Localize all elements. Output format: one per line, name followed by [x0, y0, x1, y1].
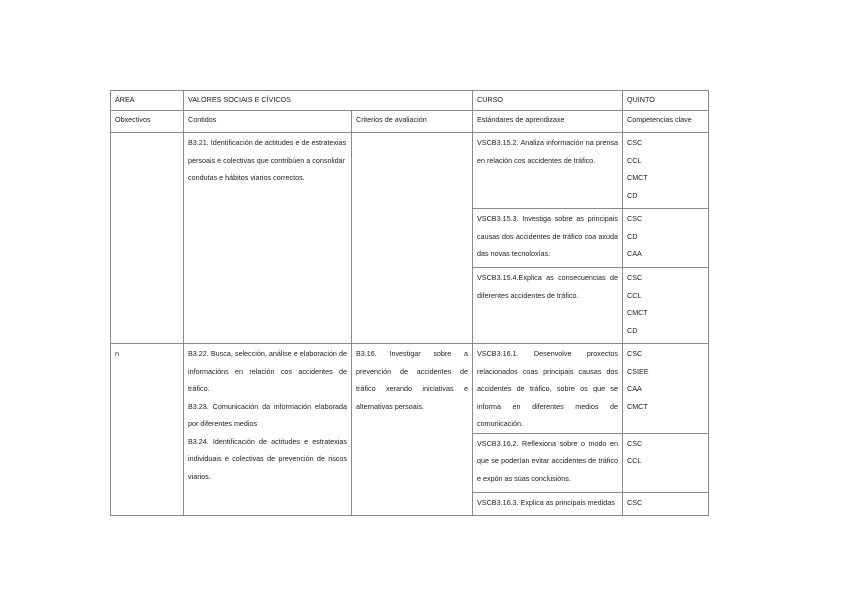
contents-cell [184, 344, 352, 516]
content-item: B3.24. Identificación de actitudes e estratexias individuais e colectivas de prevención de riscos viarios. [188, 436, 347, 481]
area-label: ÁREA [111, 91, 184, 111]
competence-item: CSC [627, 497, 643, 507]
content-item: B3.22. Busca, selección, análise e elaboración de informacións en relación cos accidentes de tráfico. [188, 349, 347, 393]
competence-item: CSC [627, 214, 643, 223]
col-objectives: Obxectivos [111, 111, 184, 133]
table-row [111, 133, 709, 209]
table-row [111, 344, 709, 434]
col-competences: Competencias clave [623, 111, 709, 133]
objective-cell: n [111, 344, 184, 516]
standard-cell: VSCB3.15.2. Analiza información na prensa en relación cos accidentes de tráfico. [473, 133, 623, 209]
competence-item: CCL [627, 456, 642, 465]
area-value: VALORES SOCIAIS E CÍVICOS [184, 91, 473, 111]
standard-cell: VSCB3.15.3. Investiga sobre as principais causas dos accidentes de tráfico coa axuda das novas tecnoloxías. [473, 209, 623, 268]
curriculum-table [110, 90, 709, 516]
column-header-row [111, 111, 709, 133]
course-value: QUINTO [623, 91, 709, 111]
competence-item: CCL [627, 290, 642, 300]
criteria-cell: B3.16. Investigar sobre a prevención de accidentes de tráfico xerando iniciativas e alternativas persoais. [352, 344, 473, 516]
competence-item: CMCT [627, 401, 648, 411]
competence-item: CD [627, 231, 638, 241]
standard-cell: VSCB3.16.1. Desenvolve proxectos relacionados coas principais causas dos accidentes de tráfico, sobre os que se informa en diferentes medios de comunicación. [473, 344, 623, 434]
objective-cell [111, 133, 184, 344]
header-row [111, 91, 709, 111]
competences-cell [623, 344, 709, 434]
criteria-cell [352, 133, 473, 344]
standard-cell: VSCB3.16.3. Explica as principais medidas [473, 492, 623, 515]
content-item: B3.23. Comunicación da información elaborada por diferentes medios [188, 401, 347, 428]
competence-item: CMCT [627, 173, 648, 182]
competence-item: CD [627, 325, 638, 335]
competence-item: CSC [627, 349, 643, 358]
standard-cell: VSCB3.15.4.Explica as consecuencias de diferentes accidentes de tráfico. [473, 268, 623, 344]
competence-item: CSC [627, 273, 643, 282]
competence-item: CCL [627, 155, 642, 165]
competence-item: CD [627, 190, 638, 200]
competence-item: CAA [627, 249, 642, 258]
col-criteria: Criterios de avaliación [352, 111, 473, 133]
competences-cell [623, 133, 709, 209]
competence-item: CSC [627, 438, 643, 448]
contents-cell: B3.21. Identificación de actitudes e de estratexias persoais e colectivas que contribúen a consolidar condutas e hábitos viarios correctos. [184, 133, 352, 344]
competences-cell [623, 492, 709, 515]
competence-item: CMCT [627, 308, 648, 317]
competence-item: CAA [627, 384, 642, 393]
competence-item: CSC [627, 138, 643, 147]
competences-cell [623, 268, 709, 344]
competences-cell [623, 433, 709, 492]
col-contents: Contidos [184, 111, 352, 133]
course-label: CURSO [473, 91, 623, 111]
col-standards: Estándares de aprendizaxe [473, 111, 623, 133]
standard-cell: VSCB3.16.2. Reflexiona sobre o modo en que se poderían evitar accidentes de tráfico e expón as súas conclusións. [473, 433, 623, 492]
competence-item: CSIEE [627, 366, 649, 376]
competences-cell [623, 209, 709, 268]
